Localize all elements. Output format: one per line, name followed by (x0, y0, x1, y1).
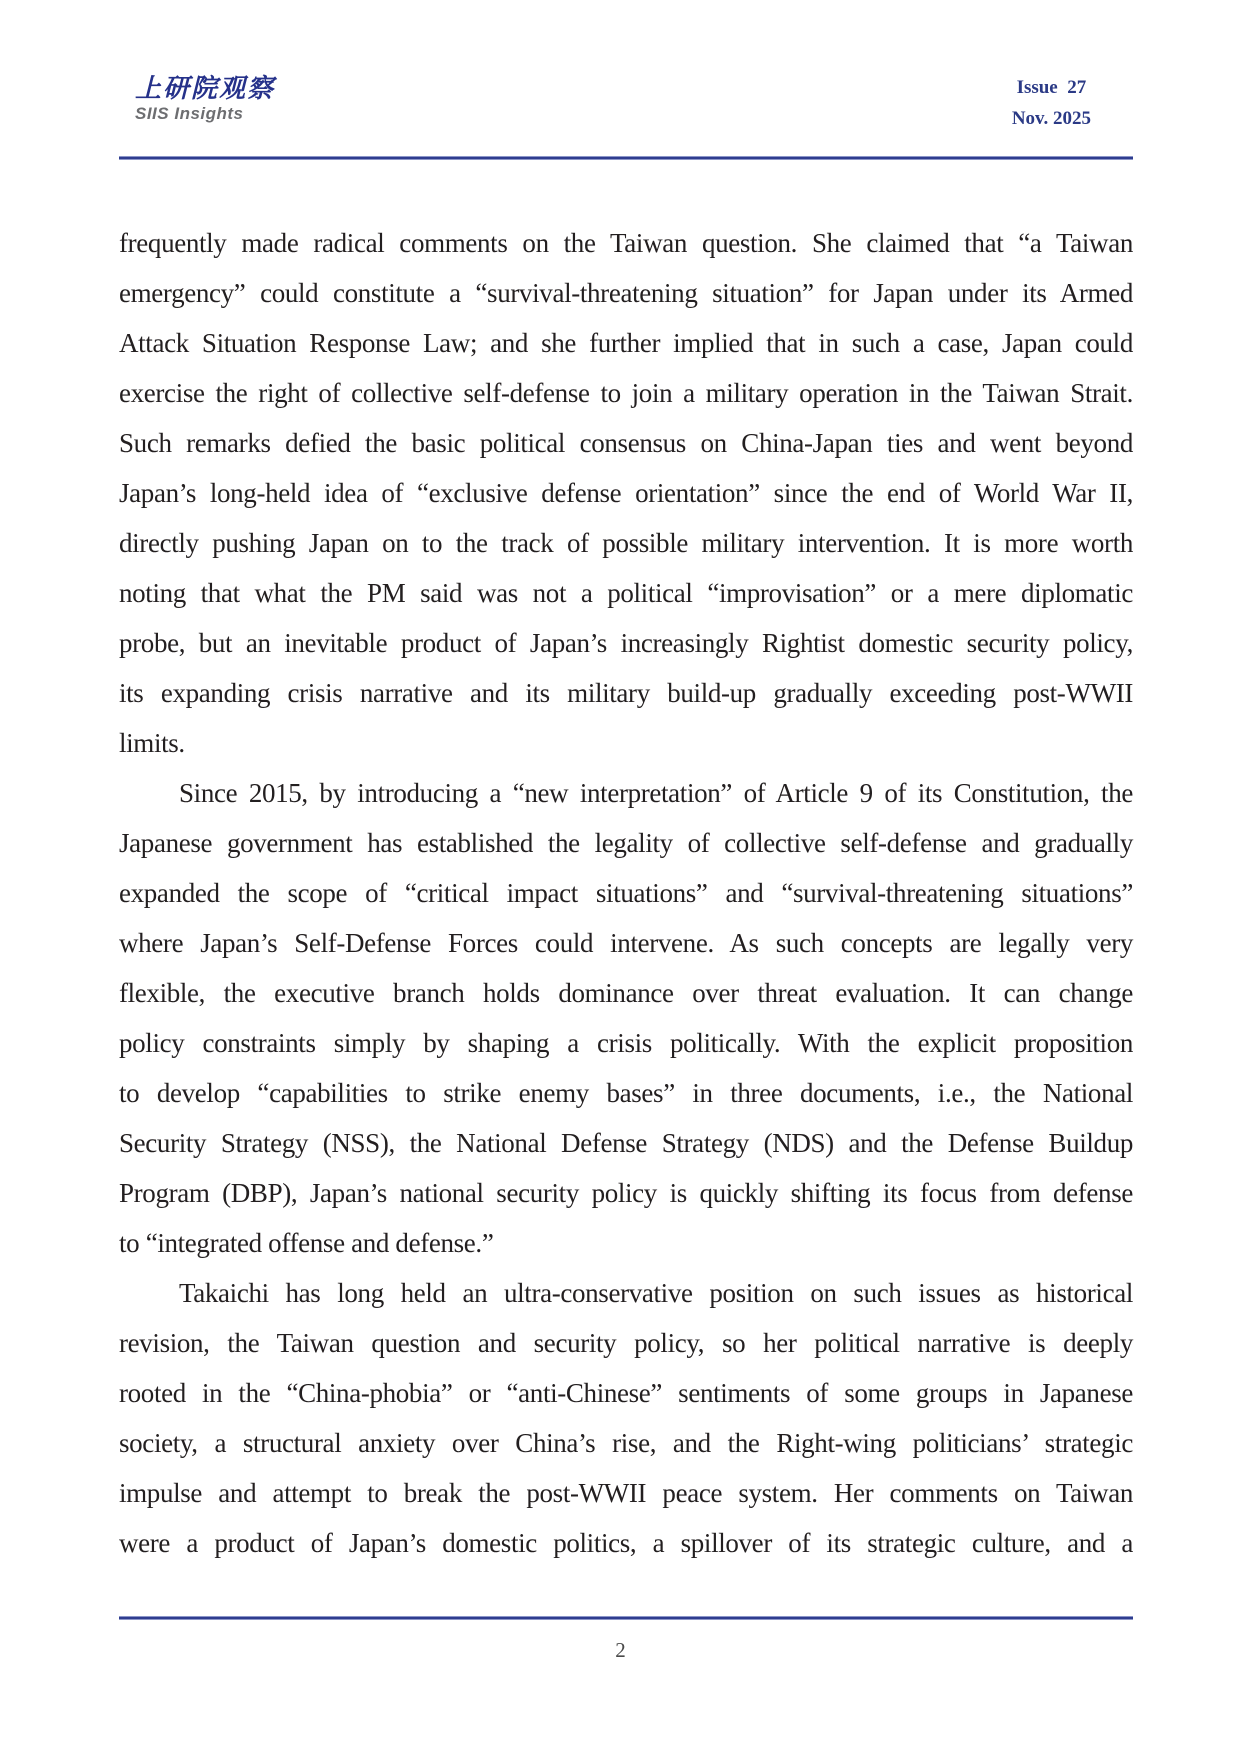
issue-number: Issue 27 (1016, 77, 1087, 98)
text-line: Japan’s long-held idea of “exclusive defense orientation” since the end of World War II, (119, 478, 1133, 508)
text-line: directly pushing Japan on to the track of possible military intervention. It is more worth (119, 528, 1133, 558)
logo-chinese-title: 上研院观察 (135, 74, 276, 104)
text-line: expanded the scope of “critical impact situations” and “survival-threatening situations” (119, 878, 1133, 908)
text-line: Since 2015, by introducing a “new interpretation” of Article 9 of its Constitution, the (179, 778, 1133, 808)
text-line: limits. (119, 728, 185, 758)
text-line: exercise the right of collective self-defense to join a military operation in the Taiwan Strait. (119, 378, 1133, 408)
text-line: frequently made radical comments on the Taiwan question. She claimed that “a Taiwan (119, 228, 1133, 258)
paragraph-2 (119, 768, 1133, 1268)
text-line: Takaichi has long held an ultra-conservative position on such issues as historical (179, 1278, 1133, 1308)
footer-divider (119, 1616, 1133, 1620)
header-divider (119, 156, 1133, 160)
text-line: rooted in the “China-phobia” or “anti-Chinese” sentiments of some groups in Japanese (119, 1378, 1133, 1408)
text-line: policy constraints simply by shaping a crisis politically. With the explicit proposition (119, 1028, 1133, 1058)
issue-info (1012, 72, 1091, 134)
text-line: probe, but an inevitable product of Japan’s increasingly Rightist domestic security policy, (119, 628, 1133, 658)
text-line: where Japan’s Self-Defense Forces could intervene. As such concepts are legally very (119, 928, 1133, 958)
text-line: Program (DBP), Japan’s national security policy is quickly shifting its focus from defense (119, 1178, 1133, 1208)
text-line: to develop “capabilities to strike enemy bases” in three documents, i.e., the National (119, 1078, 1133, 1108)
text-line: to “integrated offense and defense.” (119, 1228, 494, 1258)
text-line: Attack Situation Response Law; and she further implied that in such a case, Japan could (119, 328, 1133, 358)
paragraph-1 (119, 218, 1133, 768)
text-line: flexible, the executive branch holds dominance over threat evaluation. It can change (119, 978, 1133, 1008)
logo-english-title: SIIS Insights (135, 104, 244, 123)
text-line: emergency” could constitute a “survival-threatening situation” for Japan under its Armed (119, 278, 1133, 308)
text-line: noting that what the PM said was not a political “improvisation” or a mere diplomatic (119, 578, 1133, 608)
article-body (119, 218, 1133, 1568)
text-line: were a product of Japan’s domestic politics, a spillover of its strategic culture, and a (119, 1528, 1133, 1558)
siis-logo (135, 74, 275, 124)
text-line: impulse and attempt to break the post-WWII peace system. Her comments on Taiwan (119, 1478, 1133, 1508)
issue-date: Nov. 2025 (1011, 108, 1091, 129)
text-line: Japanese government has established the legality of collective self-defense and gradually (119, 828, 1133, 858)
text-line: its expanding crisis narrative and its military build-up gradually exceeding post-WWII (119, 678, 1133, 708)
text-line: society, a structural anxiety over China’s rise, and the Right-wing politicians’ strategic (119, 1428, 1133, 1458)
text-line: Such remarks defied the basic political consensus on China-Japan ties and went beyond (119, 428, 1133, 458)
text-line: revision, the Taiwan question and security policy, so her political narrative is deeply (119, 1328, 1133, 1358)
page-number: 2 (615, 1638, 626, 1662)
page-header (119, 70, 1133, 158)
paragraph-3 (119, 1268, 1133, 1568)
text-line: Security Strategy (NSS), the National Defense Strategy (NDS) and the Defense Buildup (119, 1128, 1133, 1158)
